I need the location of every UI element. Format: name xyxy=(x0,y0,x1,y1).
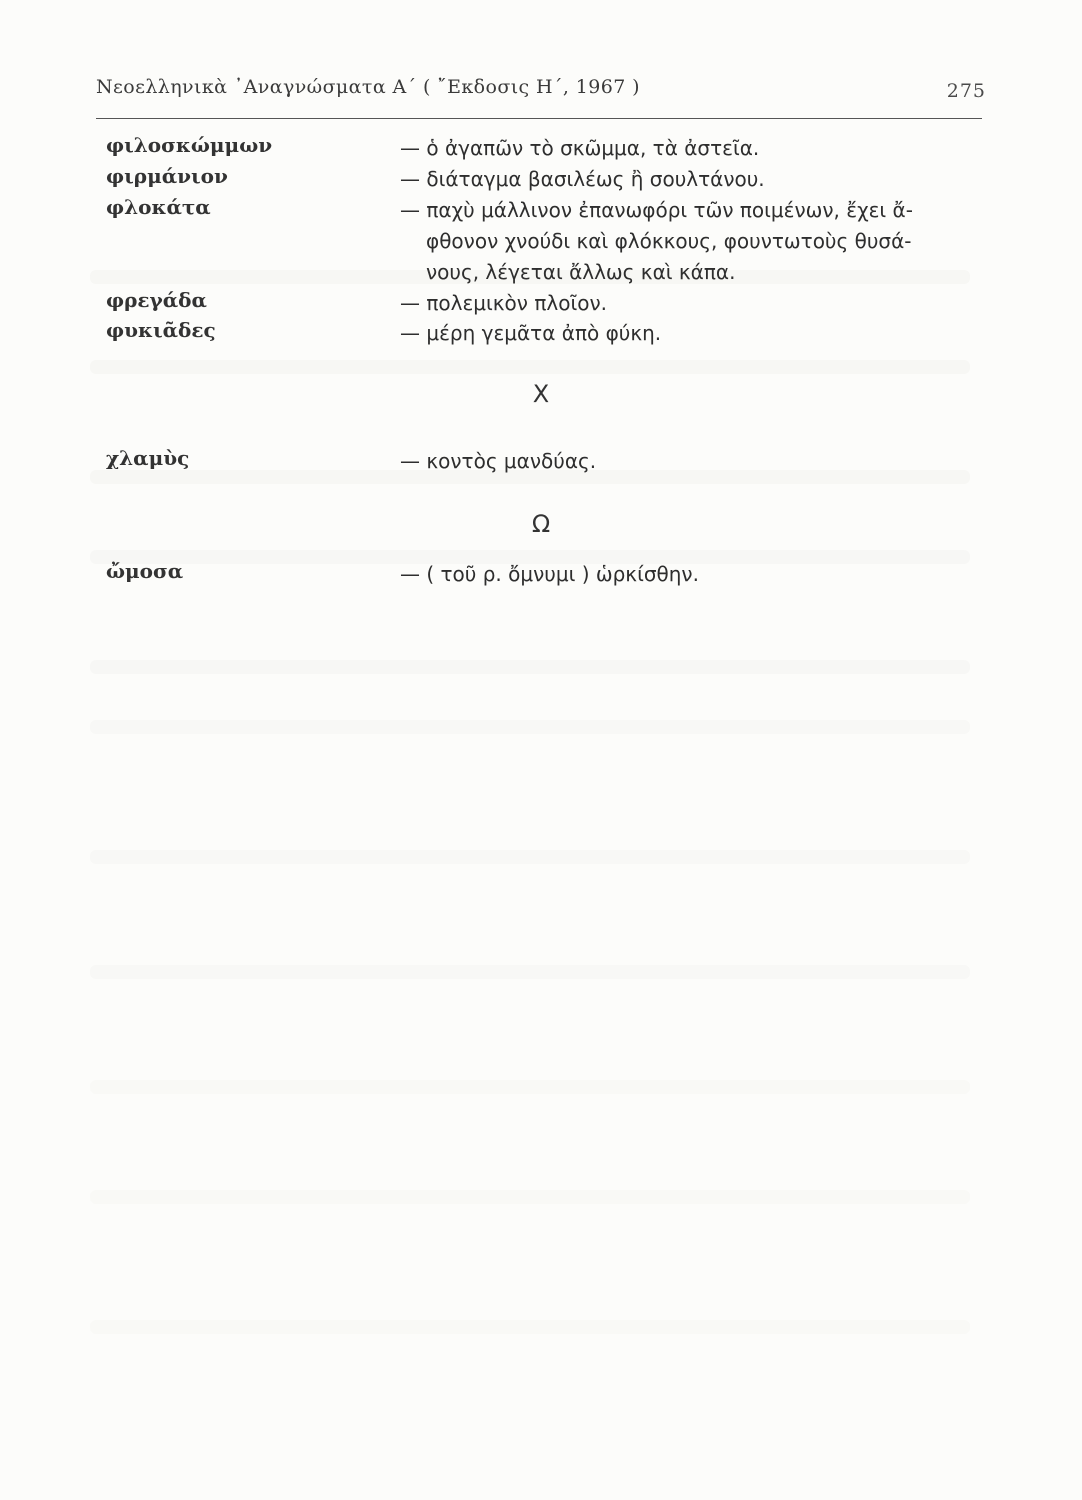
show-through-artifact xyxy=(90,965,970,979)
definition-line: νους, λέγεται ἄλλως καὶ κάπα. xyxy=(426,260,736,284)
section-letter-omega: Ω xyxy=(531,510,551,538)
entry-definition xyxy=(400,164,990,195)
entry-definition xyxy=(400,195,990,288)
definition-line: — ὁ ἀγαπῶν τὸ σκῶμμα, τὰ ἀστεῖα. xyxy=(400,136,760,160)
show-through-artifact xyxy=(90,360,970,374)
definition-line: — μέρη γεμᾶτα ἀπὸ φύκη. xyxy=(400,321,662,345)
show-through-artifact xyxy=(90,1190,970,1204)
show-through-artifact xyxy=(90,720,970,734)
show-through-artifact xyxy=(90,850,970,864)
definition-line: — παχὺ μάλλινον ἐπανωφόρι τῶν ποιμένων, ἔχει ἄ- xyxy=(400,198,913,222)
definition-line: — πολεμικὸν πλοῖον. xyxy=(400,291,607,315)
entry-definition xyxy=(400,446,990,477)
show-through-artifact xyxy=(90,1320,970,1334)
page-number: 275 xyxy=(946,80,986,102)
entry-term: ὤμοσα xyxy=(106,559,184,583)
show-through-artifact xyxy=(90,660,970,674)
entry-definition xyxy=(400,133,990,164)
definition-line: — κοντὸς μανδύας. xyxy=(400,449,597,473)
entry-term: χλαμὺς xyxy=(106,446,190,470)
entry-definition xyxy=(400,288,990,319)
running-header xyxy=(96,72,986,112)
entry-term: φυκιᾶδες xyxy=(106,318,216,342)
show-through-artifact xyxy=(90,1080,970,1094)
entry-term: φιλοσκώμμων xyxy=(106,133,273,157)
definition-line: — διάταγμα βασιλέως ἢ σουλτάνου. xyxy=(400,167,765,191)
header-title: Νεοελληνικὰ ᾿Αναγνώσματα Α΄ ( ῎Εκδοσις Η΄, 1967 ) xyxy=(96,76,640,98)
entry-definition xyxy=(400,559,990,590)
entry-term: φλοκάτα xyxy=(106,195,211,219)
entry-definition xyxy=(400,318,990,349)
entry-term: φρεγάδα xyxy=(106,288,207,312)
definition-line: φθονον χνούδι καὶ φλόκκους, φουντωτοὺς θυσά- xyxy=(426,229,912,253)
section-letter-chi: Χ xyxy=(532,380,550,408)
header-rule xyxy=(96,118,982,119)
entry-term: φιρμάνιον xyxy=(106,164,228,188)
definition-line: — ( τοῦ ρ. ὄμνυμι ) ὡρκίσθην. xyxy=(400,562,699,586)
